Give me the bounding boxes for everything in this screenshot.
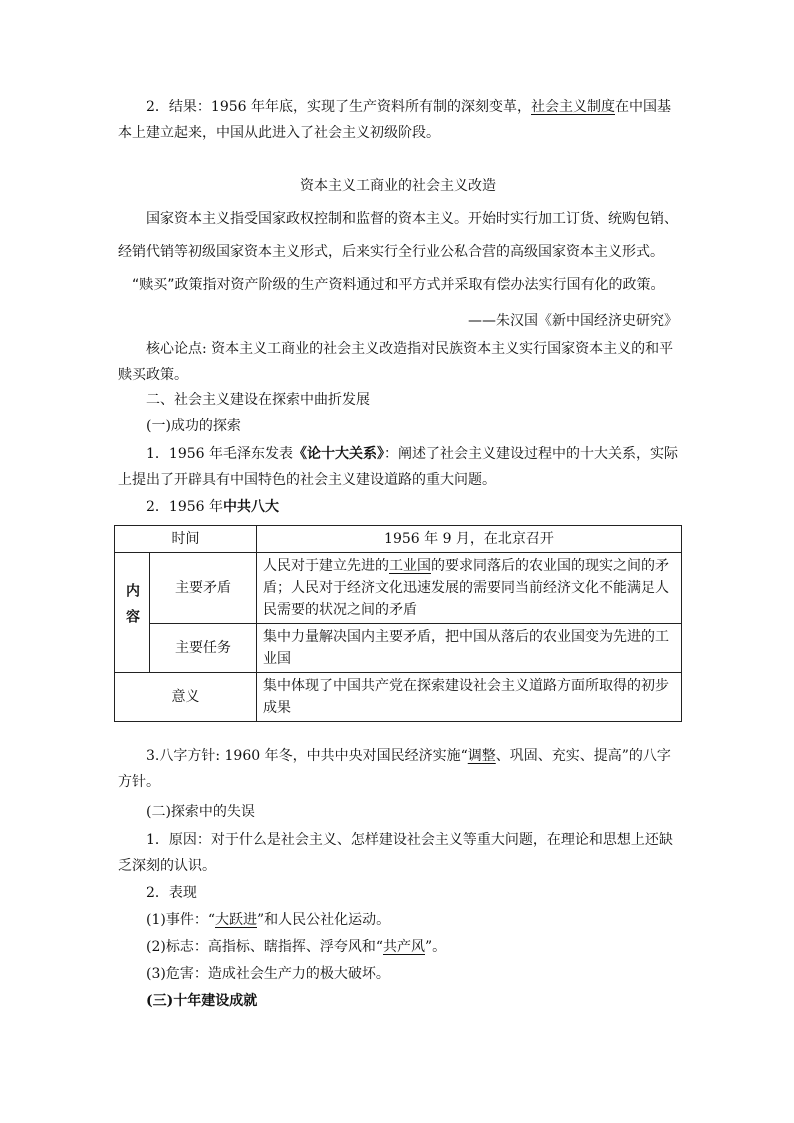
result-text: 2．结果：1956 年年底，实现了生产资料所有制的深刻变革， [146, 99, 531, 115]
ten-relations-title: 《论十大关系》 [293, 446, 384, 462]
table-label-main-contradiction: 主要矛盾 [150, 553, 257, 624]
table-row [115, 624, 682, 673]
socialist-system-term: 社会主义制度 [531, 99, 615, 115]
sign-line: (2)标志：高指标、瞎指挥、浮夸风和“共产风”。 [146, 939, 447, 955]
table-header-date: 1956 年 9 月，在北京召开 [257, 526, 682, 553]
eight-char-policy: 3.八字方针: 1960 年冬，中共中央对国民经济实施“调整、巩固、充实、提高”的八字方针。 [118, 748, 671, 790]
box-body-2: “赎买”政策指对资产阶级的生产资料通过和平方式并采取有偿办法实行国有化的政策。 [132, 277, 665, 293]
item-eighth-congress: 2．1956 年中共八大 [146, 499, 279, 515]
harm-line: (3)危害：造成社会生产力的极大破坏。 [146, 966, 390, 982]
result-paragraph [118, 94, 678, 146]
cause-paragraph: 1．原因：对于什么是社会主义、怎样建设社会主义等重大问题，在理论和思想上还缺乏深刻的认识。 [118, 832, 673, 874]
section-heading-2: 二、社会主义建设在探索中曲折发展 [146, 392, 370, 408]
box-source: ——朱汉国《新中国经济史研究》 [468, 313, 678, 329]
result-text-end: 在中国基本上建立起来，中国从此进入了社会主义初级阶段。 [118, 99, 671, 141]
subheading-achievements: (三)十年建设成就 [146, 993, 258, 1009]
subheading-success: (一)成功的探索 [146, 418, 241, 434]
table-row [115, 673, 682, 722]
table-cell-significance: 集中体现了中国共产党在探索建设社会主义道路方面所取得的初步成果 [257, 673, 682, 722]
subheading-mistakes: (二)探索中的失误 [146, 804, 255, 820]
great-leap-term: 大跃进 [215, 912, 257, 928]
communist-wind-term: 共产风 [383, 939, 425, 955]
table-row [115, 553, 682, 624]
table-label-main-task: 主要任务 [150, 624, 257, 673]
table-row [115, 526, 682, 553]
eighth-congress-label: 中共八大 [223, 499, 279, 515]
adjust-term: 调整 [467, 748, 496, 764]
event-line: (1)事件：“大跃进”和人民公社化运动。 [146, 912, 391, 928]
table-label-significance: 意义 [115, 673, 257, 722]
core-argument: 核心论点: 资本主义工商业的社会主义改造指对民族资本主义实行国家资本主义的和平赎买政策。 [118, 341, 674, 383]
box-body: 国家资本主义指受国家政权控制和监督的资本主义。开始时实行加工订货、统购包销、经销代销等初级国家资本主义形式，后来实行全行业公私合营的高级国家资本主义形式。 [118, 211, 678, 260]
manifestation-heading: 2．表现 [146, 885, 197, 901]
eighth-congress-table [114, 525, 682, 722]
table-header-time: 时间 [115, 526, 257, 553]
item-ten-relations: 1．1956 年毛泽东发表《论十大关系》：阐述了社会主义建设过程中的十大关系，实际上提出了开辟具有中国特色的社会主义建设道路的重大问题。 [118, 446, 678, 488]
table-content-label: 内容 [115, 553, 150, 673]
box-title: 资本主义工商业的社会主义改造 [300, 178, 496, 194]
table-cell-main-contradiction: 人民对于建立先进的工业国的要求同落后的农业国的现实之间的矛盾；人民对于经济文化迅速发展的需要同当前经济文化不能满足人民需要的状况之间的矛盾 [257, 553, 682, 624]
table-cell-main-task: 集中力量解决国内主要矛盾，把中国从落后的农业国变为先进的工业国 [257, 624, 682, 673]
